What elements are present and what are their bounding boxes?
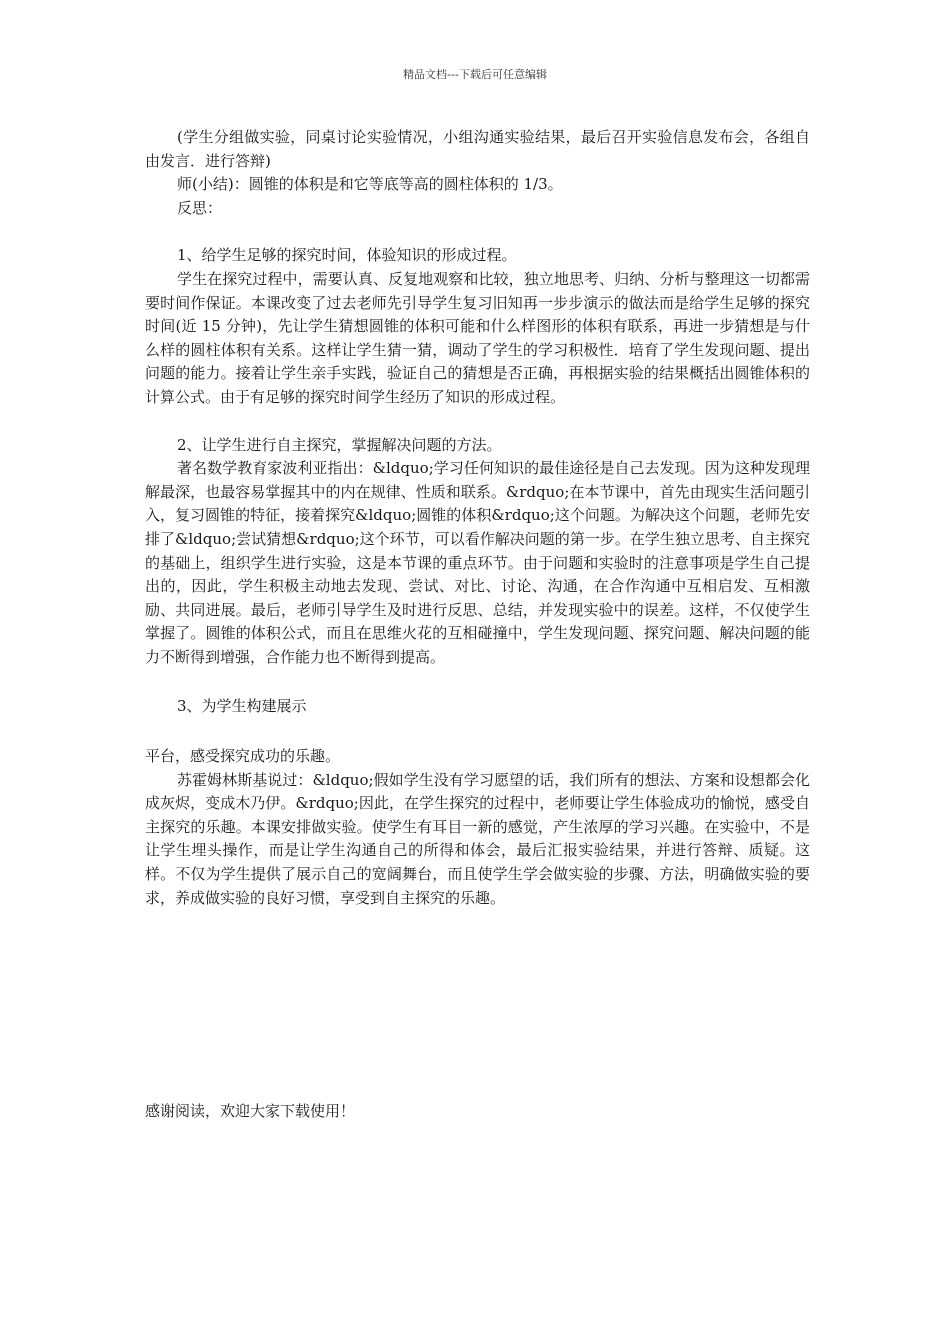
document-body	[145, 126, 810, 910]
paragraph-teacher-summary: 师(小结)：圆锥的体积是和它等底等高的圆柱体积的 1/3。	[177, 175, 563, 194]
section-heading-2: 2、让学生进行自主探究，掌握解决问题的方法。	[177, 435, 502, 454]
spacer	[145, 669, 810, 695]
paragraph-section-1: 学生在探究过程中，需要认真、反复地观察和比较，独立地思考、归纳、分析与整理这一切都需要时间作保证。本课改变了过去老师先引导学生复习旧知再一步步演示的做法而是给学生足够的探究时间(近 15 分钟)，先让学生猜想圆锥的体积可能和什么样图形的体积有联系，再进一步猜想是与什么样的圆柱体积有关系。这样让学生猜一猜，调动了学生的学习积极性．培育了学生发现问题、提出问题的能力。接着让学生亲手实践，验证自己的猜想是否正确，再根据实验的结果概括出圆锥体积的计算公式。由于有足够的探究时间学生经历了知识的形成过程。	[145, 269, 810, 406]
section-heading-1: 1、给学生足够的探究时间，体验知识的形成过程。	[177, 246, 517, 265]
spacer	[145, 220, 810, 244]
paragraph-reflection-label: 反思：	[177, 198, 223, 217]
spacer	[145, 410, 810, 434]
paragraph-experiment-note: (学生分组做实验，同桌讨论实验情况，小组沟通实验结果，最后召开实验信息发布会，各组自由发言．进行答辩)	[145, 128, 810, 170]
spacer	[145, 719, 810, 745]
paragraph-section-3: 苏霍姆林斯基说过：&ldquo;假如学生没有学习愿望的话，我们所有的想法、方案和设想都会化成灰烬，变成木乃伊。&rdquo;因此，在学生探究的过程中，老师要让学生体验成功的愉悦，感受自主探究的乐趣。本课安排做实验。使学生有耳目一新的感觉，产生浓厚的学习兴趣。在实验中，不是让学生埋头操作，而是让学生沟通自己的所得和体会，最后汇报实验结果，并进行答辩、质疑。这样。不仅为学生提供了展示自己的宽阔舞台，而且使学生学会做实验的步骤、方法，明确做实验的要求，养成做实验的良好习惯，享受到自主探究的乐趣。	[145, 770, 810, 907]
paragraph-section-2: 著名数学教育家波利亚指出：&ldquo;学习任何知识的最佳途径是自己去发现。因为这种发现理解最深，也最容易掌握其中的内在规律、性质和联系。&rdquo;在本节课中，首先由现实生活问题引入，复习圆锥的特征，接着探究&ldquo;圆锥的体积&rdquo;这个问题。为解决这个问题，老师先安排了&ldquo;尝试猜想&rdquo;这个环节，可以看作解决问题的第一步。在学生独立思考、自主探究的基础上，组织学生进行实验，这是本节课的重点环节。由于问题和实验时的注意事项是学生自己提出的，因此，学生积极主动地去发现、尝试、对比、讨论、沟通，在合作沟通中互相启发、互相激励、共同进展。最后，老师引导学生及时进行反思、总结，并发现实验中的误差。这样，不仅使学生掌握了。圆锥的体积公式，而且在思维火花的互相碰撞中，学生发现问题、探究问题、解决问题的能力不断得到增强，合作能力也不断得到提高。	[145, 459, 810, 666]
page-header: 精品文档---下载后可任意编辑	[403, 68, 547, 81]
paragraph-section-3-continuation: 平台，感受探究成功的乐趣。	[145, 747, 341, 766]
closing-note: 感谢阅读，欢迎大家下载使用！	[145, 1102, 356, 1120]
section-heading-3: 3、为学生构建展示	[177, 697, 307, 716]
